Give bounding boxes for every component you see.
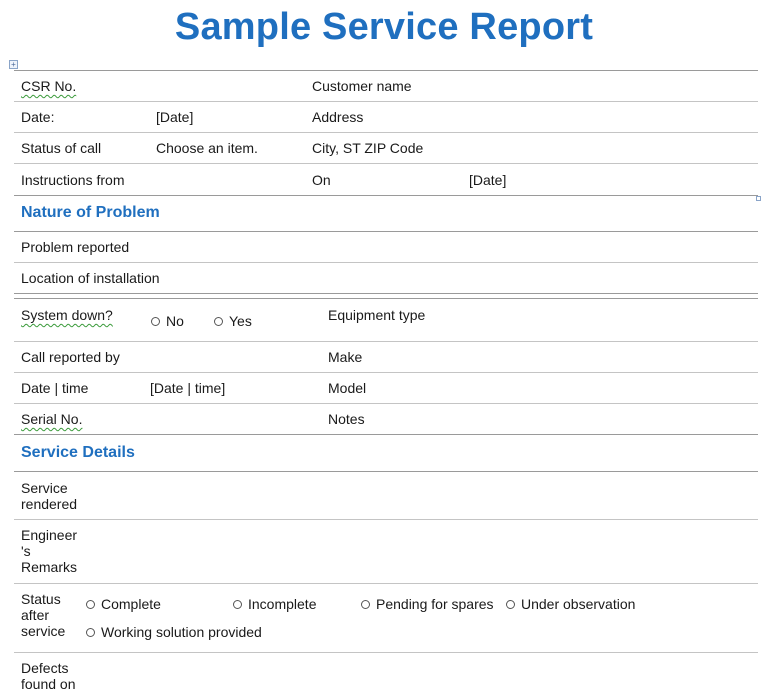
status-working-solution-radio[interactable] bbox=[86, 624, 262, 640]
table-top-rule bbox=[14, 70, 758, 71]
call-reported-by-label: Call reported by bbox=[21, 349, 120, 365]
date-field[interactable]: [Date] bbox=[156, 109, 194, 125]
status-under-observation-radio[interactable] bbox=[506, 596, 635, 612]
row-divider bbox=[14, 195, 758, 196]
system-down-yes-radio[interactable] bbox=[214, 313, 252, 329]
table-top-rule bbox=[14, 298, 758, 299]
customer-name-label: Customer name bbox=[312, 78, 412, 94]
radio-circle-icon bbox=[233, 600, 242, 609]
row-divider bbox=[14, 293, 758, 294]
row-divider bbox=[14, 341, 758, 342]
status-of-call-dropdown[interactable]: Choose an item. bbox=[156, 140, 258, 156]
service-rendered-label bbox=[21, 480, 77, 512]
address-label: Address bbox=[312, 109, 364, 125]
date-time-label: Date | time bbox=[21, 380, 89, 396]
row-divider bbox=[14, 372, 758, 373]
instructions-from-label: Instructions from bbox=[21, 172, 125, 188]
label-line: Engineer bbox=[21, 527, 78, 543]
label-line: Service bbox=[21, 480, 68, 496]
radio-circle-icon bbox=[86, 600, 95, 609]
status-pending-spares-radio[interactable] bbox=[361, 596, 494, 612]
date-label: Date: bbox=[21, 109, 55, 125]
label-line: found on bbox=[21, 676, 76, 692]
radio-circle-icon bbox=[86, 628, 95, 637]
serial-no-label: Serial No. bbox=[21, 411, 83, 427]
section-rule bbox=[14, 471, 758, 472]
radio-circle-icon bbox=[361, 600, 370, 609]
label-line: after bbox=[21, 607, 50, 623]
defects-found-label bbox=[21, 660, 76, 692]
table-move-handle-icon[interactable]: + bbox=[9, 60, 18, 69]
problem-reported-label: Problem reported bbox=[21, 239, 130, 255]
make-label: Make bbox=[328, 349, 363, 365]
radio-label: Working solution provided bbox=[101, 624, 262, 640]
status-of-call-label: Status of call bbox=[21, 140, 102, 156]
radio-label: Pending for spares bbox=[376, 596, 494, 612]
row-divider bbox=[14, 434, 758, 435]
status-incomplete-radio[interactable] bbox=[233, 596, 316, 612]
row-divider bbox=[14, 101, 758, 102]
csr-no-label: CSR No. bbox=[21, 78, 77, 94]
radio-circle-icon bbox=[151, 317, 160, 326]
label-line: service bbox=[21, 623, 66, 639]
table-resize-handle-icon[interactable] bbox=[756, 196, 761, 201]
radio-label: Incomplete bbox=[248, 596, 317, 612]
system-down-no-radio[interactable] bbox=[151, 313, 184, 329]
label-line: Defects bbox=[21, 660, 69, 676]
label-line: 's bbox=[21, 543, 31, 559]
on-date-field[interactable]: [Date] bbox=[469, 172, 507, 188]
radio-circle-icon bbox=[506, 600, 515, 609]
report-title: Sample Service Report bbox=[174, 6, 594, 48]
row-divider bbox=[14, 163, 758, 164]
label-line: Remarks bbox=[21, 559, 78, 575]
status-complete-radio[interactable] bbox=[86, 596, 161, 612]
equipment-type-label: Equipment type bbox=[328, 307, 426, 323]
date-time-field[interactable]: [Date | time] bbox=[150, 380, 226, 396]
system-down-label: System down? bbox=[21, 307, 113, 323]
label-line: rendered bbox=[21, 496, 78, 512]
row-divider bbox=[14, 519, 758, 520]
on-label: On bbox=[312, 172, 331, 188]
radio-label: Under observation bbox=[521, 596, 636, 612]
model-label: Model bbox=[328, 380, 367, 396]
engineer-remarks-label bbox=[21, 527, 77, 575]
row-divider bbox=[14, 132, 758, 133]
row-divider bbox=[14, 262, 758, 263]
radio-label: Complete bbox=[101, 596, 161, 612]
row-divider bbox=[14, 403, 758, 404]
label-line: Status bbox=[21, 591, 61, 607]
service-details-heading: Service Details bbox=[21, 444, 135, 461]
radio-label: No bbox=[166, 313, 184, 329]
notes-label: Notes bbox=[328, 411, 365, 427]
radio-circle-icon bbox=[214, 317, 223, 326]
radio-label: Yes bbox=[229, 313, 252, 329]
section-rule bbox=[14, 231, 758, 232]
location-of-installation-label: Location of installation bbox=[21, 270, 160, 286]
row-divider bbox=[14, 652, 758, 653]
status-after-service-label bbox=[21, 591, 65, 639]
city-state-zip-label: City, ST ZIP Code bbox=[312, 140, 424, 156]
nature-of-problem-heading: Nature of Problem bbox=[21, 204, 160, 221]
row-divider bbox=[14, 583, 758, 584]
